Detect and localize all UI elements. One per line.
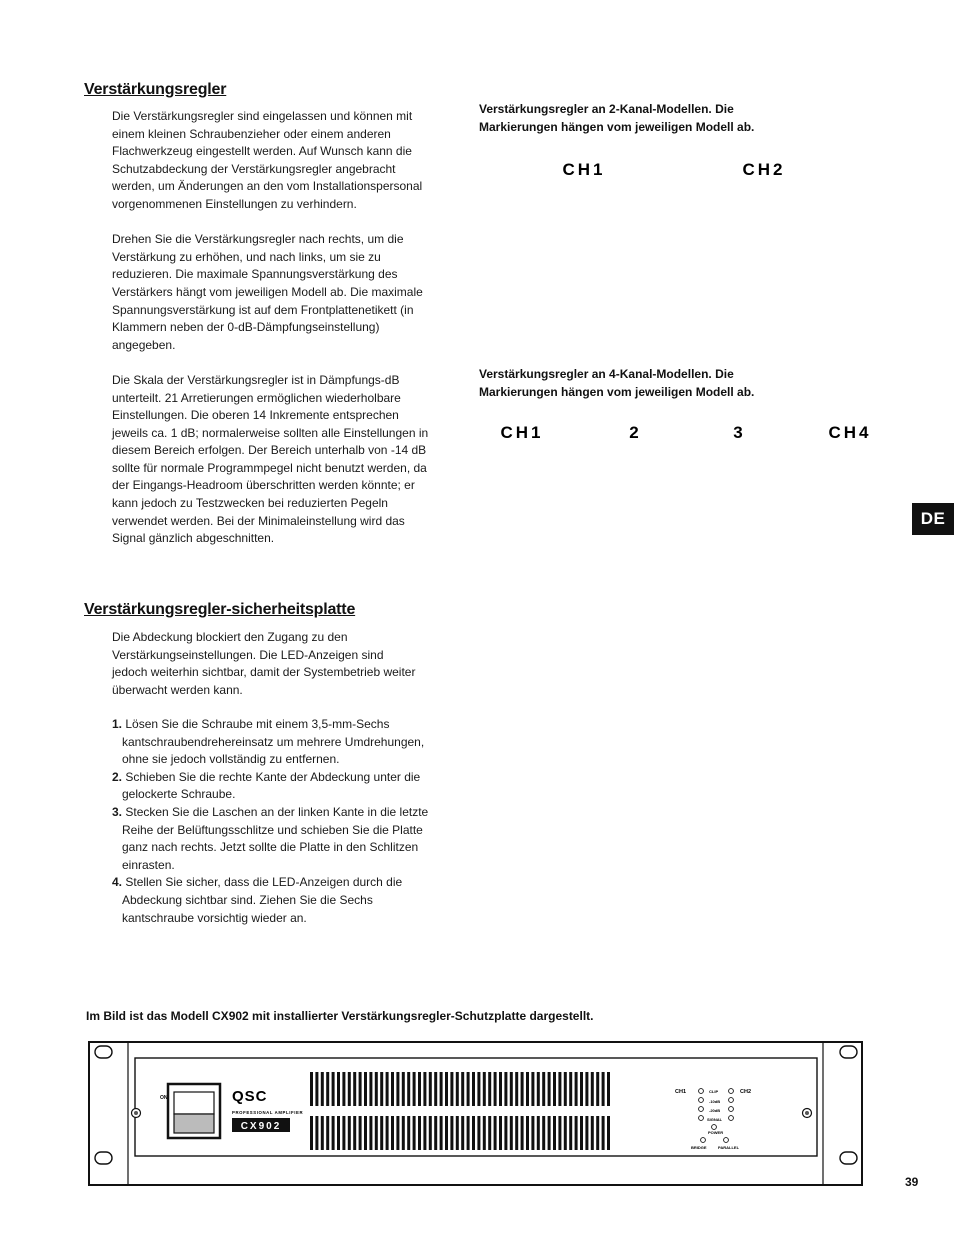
led — [729, 1116, 734, 1121]
vent-slot — [375, 1116, 378, 1150]
vent-slot — [413, 1072, 416, 1106]
vent-slot — [407, 1116, 410, 1150]
vent-slot — [488, 1072, 491, 1106]
vent-slot — [348, 1072, 351, 1106]
led-ch1-label: CH1 — [675, 1089, 687, 1095]
vent-slot — [321, 1072, 324, 1106]
parallel-label: PARALLEL — [718, 1145, 740, 1150]
channel-label-3: 3 — [733, 423, 743, 442]
vent-slot — [521, 1116, 524, 1150]
vent-slot — [596, 1116, 599, 1150]
vent-slot — [499, 1116, 502, 1150]
vent-slot — [364, 1072, 367, 1106]
vent-slot — [440, 1072, 443, 1106]
led — [699, 1107, 704, 1112]
vent-slot — [440, 1116, 443, 1150]
led — [699, 1089, 704, 1094]
caption-amp: Im Bild ist das Modell CX902 mit installierter Verstärkungsregler-Schutzplatte dargestellt. — [86, 1009, 594, 1023]
vent-slot — [386, 1116, 389, 1150]
vent-slot — [510, 1072, 513, 1106]
vent-slot — [407, 1072, 410, 1106]
vent-slot — [510, 1116, 513, 1150]
vent-slot — [472, 1116, 475, 1150]
channel-label-ch4: CH4 — [828, 423, 872, 442]
vent-slot — [369, 1072, 372, 1106]
vent-slot — [542, 1116, 545, 1150]
vent-slot — [472, 1072, 475, 1106]
vent-slot — [467, 1116, 470, 1150]
vent-slot — [353, 1072, 356, 1106]
vent-slot — [456, 1116, 459, 1150]
led — [712, 1125, 717, 1130]
vent-slot — [477, 1116, 480, 1150]
vent-slot — [434, 1072, 437, 1106]
vent-slot — [607, 1072, 610, 1106]
vent-slot — [542, 1072, 545, 1106]
vent-slot — [591, 1116, 594, 1150]
vent-slot — [521, 1072, 524, 1106]
vent-slot — [467, 1072, 470, 1106]
indicator-clip: CLIP — [709, 1089, 719, 1094]
model-name: CX902 — [240, 1121, 282, 1132]
vent-slot — [423, 1072, 426, 1106]
vent-slot — [348, 1116, 351, 1150]
vent-slot — [461, 1072, 464, 1106]
indicator-10db: -10dB — [709, 1099, 721, 1104]
vent-slot — [456, 1072, 459, 1106]
vent-slot — [483, 1072, 486, 1106]
vent-slot — [375, 1072, 378, 1106]
vent-slot — [310, 1116, 313, 1150]
channel-label-2: 2 — [629, 423, 639, 442]
led — [699, 1116, 704, 1121]
vent-slot — [607, 1116, 610, 1150]
vent-slot — [596, 1072, 599, 1106]
vent-slot — [494, 1116, 497, 1150]
vent-slot — [413, 1116, 416, 1150]
vent-slot — [558, 1116, 561, 1150]
caption-4ch: Verstärkungsregler an 4-Kanal-Modellen. Die Markierungen hängen vom jeweiligen Modell ab. — [479, 367, 755, 399]
vent-slot — [531, 1072, 534, 1106]
led — [699, 1098, 704, 1103]
page-number: 39 — [905, 1175, 919, 1189]
vent-slot — [380, 1072, 383, 1106]
led — [729, 1089, 734, 1094]
step-1: 1. Lösen Sie die Schraube mit einem 3,5-mm-Sechs kantschraubendrehereinsatz um mehrere Umdrehungen, ohne sie jedoch vollständig zu entfernen. — [112, 717, 425, 767]
vent-slot — [602, 1116, 605, 1150]
language-tab: DE — [912, 503, 954, 535]
vent-slot — [310, 1072, 313, 1106]
channel-label-ch1-4: CH1 — [500, 423, 544, 442]
vent-slot — [396, 1072, 399, 1106]
step-3: 3. Stecken Sie die Laschen an der linken Kante in die letzte Reihe der Belüftungsschlitze und schieben Sie die Platte ganz nach rechts. Jetzt sollte die Platte in den Schlitzen einrasten. — [112, 804, 429, 872]
paragraph: Die Skala der Verstärkungsregler ist in Dämpfungs-dB unterteilt. 21 Arretierungen ermöglichen wiederholbare Einstellungen. Die oberen 14 Inkremente entsprechen jeweils ca. 1 dB; normalerweise sollten alle Einstellungen in diesem Bereich erfolgen. Der Bereich unterhalb von -14 dB sollte für normale Programmpegel nicht benutzt werden, da der Eingangs-Headroom überschritten werden könnte; er kann jedoch zu Testzwecken bei reduzierten Pegeln verwendet werden. Bei der Minimaleinstellung wird das Signal gänzlich abgeschnitten. — [112, 372, 429, 546]
vent-slot — [575, 1116, 578, 1150]
vent-slot — [531, 1116, 534, 1150]
vent-slot — [326, 1116, 329, 1150]
vent-slot — [602, 1072, 605, 1106]
vent-slot — [585, 1072, 588, 1106]
vent-slot — [332, 1072, 335, 1106]
vent-slot — [391, 1116, 394, 1150]
brand-subtitle: PROFESSIONAL AMPLIFIER — [232, 1110, 304, 1115]
led — [729, 1107, 734, 1112]
vent-slot — [537, 1116, 540, 1150]
vent-slot — [315, 1072, 318, 1106]
vent-slot — [537, 1072, 540, 1106]
vent-slot — [450, 1072, 453, 1106]
vent-slot — [585, 1116, 588, 1150]
vent-slot — [504, 1072, 507, 1106]
led — [724, 1138, 729, 1143]
vent-slot — [575, 1072, 578, 1106]
vent-slot — [483, 1116, 486, 1150]
amplifier-front-panel — [88, 1040, 866, 1188]
power-switch-label: ON — [160, 1095, 168, 1101]
vent-slot — [418, 1116, 421, 1150]
vent-slot — [445, 1072, 448, 1106]
heading-gain-controls: Verstärkungsregler — [84, 81, 227, 98]
led — [701, 1138, 706, 1143]
vent-slot — [499, 1072, 502, 1106]
bridge-label: BRIDGE — [691, 1145, 707, 1150]
vent-slot — [515, 1116, 518, 1150]
vent-slot — [526, 1116, 529, 1150]
vent-slot — [564, 1116, 567, 1150]
brand-logo: QSC — [232, 1088, 268, 1105]
vent-slot — [342, 1072, 345, 1106]
security-plate-text: Die Abdeckung blockiert den Zugang zu den Verstärkungseinstellungen. Die LED-Anzeigen sind jedoch weiterhin sichtbar, damit der Systembetrieb weiter überwacht werden kann. — [112, 630, 416, 697]
vent-slot — [391, 1072, 394, 1106]
vent-slot — [402, 1072, 405, 1106]
vent-slot — [553, 1116, 556, 1150]
vent-slot — [418, 1072, 421, 1106]
vent-slot — [359, 1116, 362, 1150]
vent-slot — [515, 1072, 518, 1106]
vent-slot — [386, 1072, 389, 1106]
indicator-20db: -20dB — [709, 1108, 721, 1113]
vent-slot — [402, 1116, 405, 1150]
vent-slot — [332, 1116, 335, 1150]
steps-list — [112, 716, 432, 927]
vent-slot — [321, 1116, 324, 1150]
vent-slot — [504, 1116, 507, 1150]
channel-label-ch2: CH2 — [742, 160, 786, 179]
caption-2ch: Verstärkungsregler an 2-Kanal-Modellen. Die Markierungen hängen vom jeweiligen Modell ab. — [479, 102, 755, 134]
vent-slot — [488, 1116, 491, 1150]
vent-slot — [548, 1116, 551, 1150]
vent-slot — [337, 1116, 340, 1150]
vent-slot — [429, 1072, 432, 1106]
heading-security-plate: Verstärkungsregler-sicherheitsplatte — [84, 601, 356, 618]
vent-slot — [553, 1072, 556, 1106]
vent-slot — [429, 1116, 432, 1150]
vent-slot — [380, 1116, 383, 1150]
vent-slot — [526, 1072, 529, 1106]
vent-slot — [434, 1116, 437, 1150]
indicator-signal: SIGNAL — [707, 1117, 723, 1122]
vent-slot — [548, 1072, 551, 1106]
vent-slot — [359, 1072, 362, 1106]
vent-slot — [580, 1116, 583, 1150]
vent-slot — [364, 1116, 367, 1150]
paragraph: Drehen Sie die Verstärkungsregler nach rechts, um die Verstärkung zu erhöhen, und nach links, um sie zu reduzieren. Die maximale Spannungsverstärkung des Verstärkers hängt vom jeweiligen Modell ab. Die maximale Spannungsverstärkung ist auf dem Frontplattenetikett (in Klammern neben der 0-dB-Dämpfungseinstellung) angegeben. — [112, 232, 423, 352]
vent-slot — [353, 1116, 356, 1150]
vent-slot — [450, 1116, 453, 1150]
vent-slot — [569, 1072, 572, 1106]
power-switch[interactable] — [168, 1084, 220, 1138]
power-led-label: POWER — [708, 1130, 724, 1135]
led-ch2-label: CH2 — [740, 1089, 752, 1095]
vent-slot — [591, 1072, 594, 1106]
vent-slot — [326, 1072, 329, 1106]
vent-slot — [494, 1072, 497, 1106]
paragraph: Die Verstärkungsregler sind eingelassen und können mit einem kleinen Schraubenzieher oder einem anderen Flachwerkzeug eingestellt werden. Auf Wunsch kann die Schutzabdeckung der Verstärkungsregler angebracht werden, um Änderungen an den vom Installationspersonal vorgenommenen Einstellungen zu verhindern. — [112, 109, 423, 211]
channel-label-ch1: CH1 — [562, 160, 606, 179]
vent-slot — [558, 1072, 561, 1106]
step-2: 2. Schieben Sie die rechte Kante der Abdeckung unter die gelockerte Schraube. — [112, 769, 421, 802]
vent-slot — [564, 1072, 567, 1106]
vent-slot — [423, 1116, 426, 1150]
vent-slot — [445, 1116, 448, 1150]
led — [729, 1098, 734, 1103]
vent-slot — [580, 1072, 583, 1106]
vent-slot — [396, 1116, 399, 1150]
vent-slot — [477, 1072, 480, 1106]
vent-slot — [461, 1116, 464, 1150]
vent-slot — [337, 1072, 340, 1106]
vent-slot — [315, 1116, 318, 1150]
vent-slot — [369, 1116, 372, 1150]
vent-slot — [569, 1116, 572, 1150]
step-4: 4. Stellen Sie sicher, dass die LED-Anzeigen durch die Abdeckung sichtbar sind. Ziehen Sie die Sechs kantschraube vorsichtig wieder an. — [112, 875, 403, 925]
vent-slot — [342, 1116, 345, 1150]
